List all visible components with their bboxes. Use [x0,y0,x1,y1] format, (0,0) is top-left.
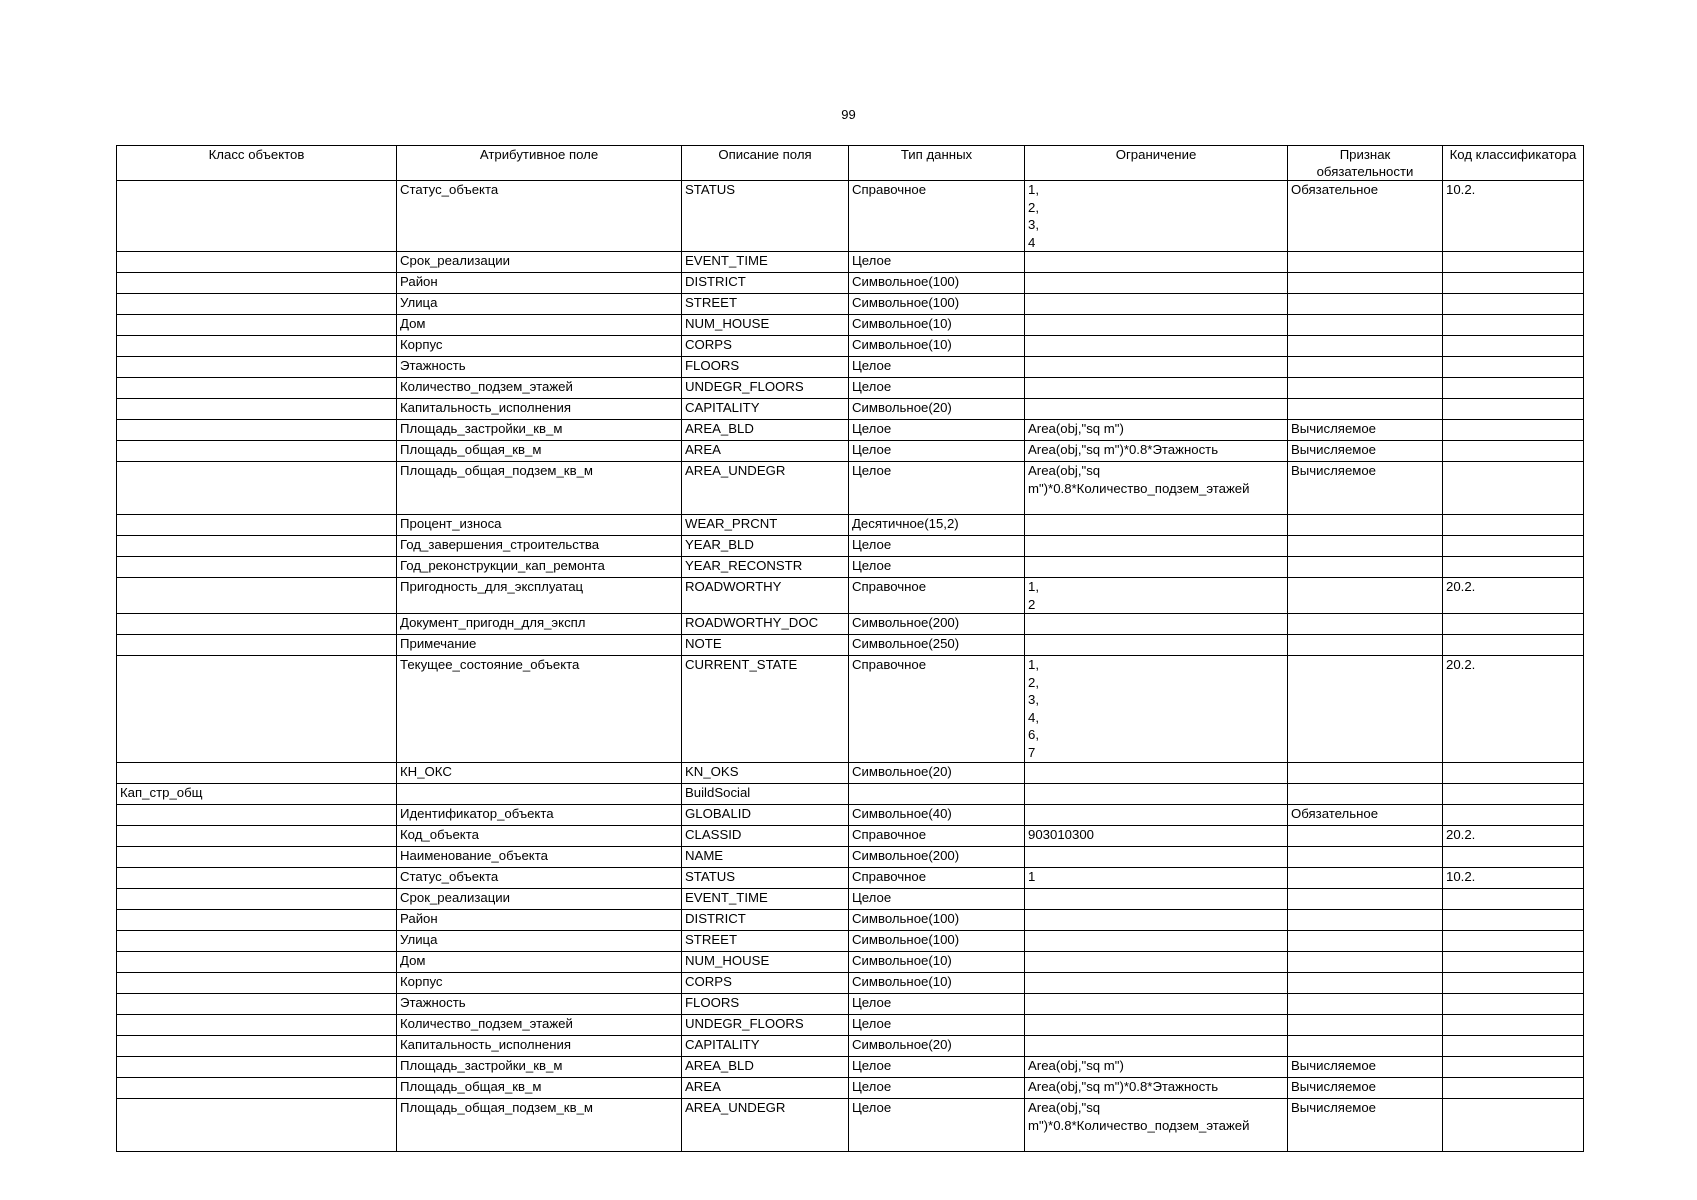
cell-object-class [117,273,397,294]
cell-required-flag [1288,784,1443,805]
cell-constraint: Area(obj,"sq m")*0.8*Количество_подзем_этажей [1025,1099,1288,1152]
cell-classifier-code [1443,441,1584,462]
cell-field-description: AREA [682,1078,849,1099]
table-row [117,181,1584,252]
cell-object-class [117,1057,397,1078]
cell-field-description: UNDEGR_FLOORS [682,378,849,399]
table-row [117,294,1584,315]
cell-field-description: FLOORS [682,994,849,1015]
cell-data-type [849,784,1025,805]
cell-object-class [117,1015,397,1036]
table-row [117,784,1584,805]
cell-required-flag [1288,656,1443,763]
cell-classifier-code [1443,889,1584,910]
cell-constraint [1025,847,1288,868]
cell-field-description: CLASSID [682,826,849,847]
cell-data-type: Целое [849,357,1025,378]
cell-constraint: Area(obj,"sq m") [1025,1057,1288,1078]
cell-constraint [1025,635,1288,656]
cell-required-flag [1288,536,1443,557]
cell-constraint [1025,973,1288,994]
cell-required-flag [1288,973,1443,994]
cell-data-type: Справочное [849,656,1025,763]
cell-object-class [117,868,397,889]
cell-object-class [117,656,397,763]
cell-data-type: Целое [849,420,1025,441]
cell-data-type: Символьное(100) [849,910,1025,931]
table-row [117,578,1584,614]
cell-object-class [117,805,397,826]
cell-constraint: Area(obj,"sq m")*0.8*Этажность [1025,441,1288,462]
cell-object-class [117,336,397,357]
cell-classifier-code [1443,1057,1584,1078]
cell-constraint [1025,536,1288,557]
cell-object-class [117,931,397,952]
cell-required-flag: Обязательное [1288,181,1443,252]
cell-data-type: Справочное [849,181,1025,252]
cell-required-flag [1288,252,1443,273]
cell-constraint: 1, 2 [1025,578,1288,614]
cell-classifier-code [1443,315,1584,336]
table-row [117,994,1584,1015]
cell-object-class [117,635,397,656]
cell-constraint [1025,273,1288,294]
cell-object-class [117,1078,397,1099]
cell-attribute-field: Год_завершения_строительства [397,536,682,557]
cell-field-description: NAME [682,847,849,868]
cell-object-class [117,515,397,536]
cell-constraint [1025,805,1288,826]
cell-constraint: 1 [1025,868,1288,889]
cell-attribute-field: Площадь_застройки_кв_м [397,420,682,441]
cell-data-type: Целое [849,1057,1025,1078]
cell-constraint [1025,952,1288,973]
cell-data-type: Символьное(10) [849,973,1025,994]
table-row [117,826,1584,847]
cell-constraint [1025,931,1288,952]
header-data-type: Тип данных [849,146,1025,181]
cell-attribute-field: Текущее_состояние_объекта [397,656,682,763]
cell-required-flag [1288,399,1443,420]
cell-constraint [1025,763,1288,784]
cell-classifier-code [1443,910,1584,931]
cell-required-flag: Вычисляемое [1288,1078,1443,1099]
cell-constraint [1025,1015,1288,1036]
cell-classifier-code [1443,1015,1584,1036]
cell-field-description: STATUS [682,181,849,252]
cell-data-type: Символьное(40) [849,805,1025,826]
cell-constraint: Area(obj,"sq m") [1025,420,1288,441]
cell-attribute-field: Пригодность_для_эксплуатац [397,578,682,614]
table-row [117,931,1584,952]
cell-data-type: Целое [849,557,1025,578]
table-row [117,378,1584,399]
cell-classifier-code [1443,931,1584,952]
cell-classifier-code [1443,784,1584,805]
cell-attribute-field: Срок_реализации [397,252,682,273]
cell-required-flag [1288,889,1443,910]
cell-constraint: Area(obj,"sq m")*0.8*Этажность [1025,1078,1288,1099]
table-header-row [117,146,1584,181]
cell-classifier-code [1443,515,1584,536]
cell-classifier-code [1443,1036,1584,1057]
table-row [117,1099,1584,1152]
cell-required-flag [1288,994,1443,1015]
cell-attribute-field: Статус_объекта [397,181,682,252]
cell-attribute-field: Площадь_общая_подзем_кв_м [397,1099,682,1152]
cell-data-type: Целое [849,441,1025,462]
cell-attribute-field: Площадь_общая_кв_м [397,1078,682,1099]
cell-data-type: Символьное(20) [849,763,1025,784]
table-row [117,399,1584,420]
cell-field-description: UNDEGR_FLOORS [682,1015,849,1036]
cell-data-type: Символьное(100) [849,273,1025,294]
table-row [117,847,1584,868]
page-number: 99 [841,107,856,122]
cell-object-class [117,847,397,868]
table-row [117,868,1584,889]
cell-field-description: CORPS [682,336,849,357]
cell-object-class [117,1099,397,1152]
cell-required-flag: Обязательное [1288,805,1443,826]
cell-field-description: CAPITALITY [682,399,849,420]
cell-required-flag [1288,315,1443,336]
cell-field-description: NUM_HOUSE [682,952,849,973]
cell-field-description: NOTE [682,635,849,656]
cell-data-type: Целое [849,1078,1025,1099]
cell-object-class [117,252,397,273]
table-row [117,462,1584,515]
table-row [117,273,1584,294]
cell-constraint [1025,889,1288,910]
cell-data-type: Целое [849,462,1025,515]
cell-data-type: Символьное(20) [849,1036,1025,1057]
cell-required-flag: Вычисляемое [1288,420,1443,441]
cell-object-class [117,889,397,910]
header-classifier-code: Код классификатора [1443,146,1584,181]
table-row [117,889,1584,910]
cell-field-description: EVENT_TIME [682,889,849,910]
table-body [117,181,1584,1152]
cell-data-type: Символьное(200) [849,614,1025,635]
table-row [117,1036,1584,1057]
cell-classifier-code [1443,357,1584,378]
cell-classifier-code [1443,1099,1584,1152]
cell-required-flag [1288,557,1443,578]
cell-attribute-field: Документ_пригодн_для_экспл [397,614,682,635]
cell-attribute-field: Дом [397,315,682,336]
cell-data-type: Целое [849,378,1025,399]
cell-required-flag [1288,273,1443,294]
cell-attribute-field: Улица [397,931,682,952]
cell-data-type: Целое [849,1099,1025,1152]
cell-data-type: Символьное(100) [849,294,1025,315]
cell-field-description: STREET [682,294,849,315]
cell-data-type: Справочное [849,826,1025,847]
cell-classifier-code: 20.2. [1443,656,1584,763]
cell-object-class [117,973,397,994]
cell-object-class [117,557,397,578]
cell-classifier-code [1443,536,1584,557]
cell-field-description: CORPS [682,973,849,994]
cell-required-flag: Вычисляемое [1288,1099,1443,1152]
cell-field-description: DISTRICT [682,910,849,931]
cell-classifier-code [1443,399,1584,420]
cell-required-flag [1288,952,1443,973]
cell-object-class [117,315,397,336]
cell-constraint [1025,557,1288,578]
cell-classifier-code: 10.2. [1443,868,1584,889]
cell-object-class [117,826,397,847]
cell-data-type: Десятичное(15,2) [849,515,1025,536]
cell-classifier-code [1443,973,1584,994]
cell-required-flag [1288,847,1443,868]
cell-required-flag [1288,826,1443,847]
cell-required-flag [1288,294,1443,315]
table-row [117,805,1584,826]
cell-required-flag: Вычисляемое [1288,462,1443,515]
table-row [117,441,1584,462]
cell-attribute-field: Количество_подзем_этажей [397,378,682,399]
cell-attribute-field: КН_ОКС [397,763,682,784]
cell-classifier-code [1443,294,1584,315]
cell-attribute-field: Статус_объекта [397,868,682,889]
cell-data-type: Целое [849,1015,1025,1036]
cell-object-class [117,441,397,462]
table-row [117,1057,1584,1078]
cell-classifier-code: 10.2. [1443,181,1584,252]
cell-data-type: Символьное(20) [849,399,1025,420]
cell-classifier-code [1443,336,1584,357]
header-required-flag: Признак обязательности [1288,146,1443,181]
cell-required-flag [1288,635,1443,656]
cell-attribute-field: Этажность [397,357,682,378]
cell-constraint: 903010300 [1025,826,1288,847]
cell-classifier-code [1443,378,1584,399]
header-object-class: Класс объектов [117,146,397,181]
cell-attribute-field: Срок_реализации [397,889,682,910]
table-row [117,315,1584,336]
cell-classifier-code: 20.2. [1443,578,1584,614]
table-row [117,973,1584,994]
cell-required-flag: Вычисляемое [1288,1057,1443,1078]
cell-constraint: 1, 2, 3, 4 [1025,181,1288,252]
cell-required-flag [1288,910,1443,931]
cell-required-flag [1288,1036,1443,1057]
cell-object-class [117,614,397,635]
cell-classifier-code [1443,1078,1584,1099]
cell-attribute-field: Улица [397,294,682,315]
cell-object-class [117,378,397,399]
cell-required-flag [1288,357,1443,378]
cell-field-description: STATUS [682,868,849,889]
cell-constraint [1025,614,1288,635]
cell-classifier-code [1443,273,1584,294]
cell-data-type: Символьное(10) [849,952,1025,973]
cell-object-class [117,462,397,515]
cell-attribute-field: Площадь_застройки_кв_м [397,1057,682,1078]
cell-attribute-field: Процент_износа [397,515,682,536]
cell-required-flag [1288,763,1443,784]
cell-data-type: Символьное(10) [849,336,1025,357]
cell-field-description: ROADWORTHY_DOC [682,614,849,635]
cell-classifier-code [1443,557,1584,578]
cell-field-description: CURRENT_STATE [682,656,849,763]
cell-classifier-code [1443,252,1584,273]
table-row [117,420,1584,441]
cell-required-flag [1288,378,1443,399]
cell-object-class [117,294,397,315]
cell-data-type: Справочное [849,578,1025,614]
cell-constraint [1025,910,1288,931]
cell-object-class [117,952,397,973]
cell-field-description: KN_OKS [682,763,849,784]
cell-attribute-field: Год_реконструкции_кап_ремонта [397,557,682,578]
cell-attribute-field [397,784,682,805]
cell-field-description: EVENT_TIME [682,252,849,273]
cell-data-type: Целое [849,889,1025,910]
cell-classifier-code: 20.2. [1443,826,1584,847]
attribute-table [116,145,1584,1152]
header-attribute-field: Атрибутивное поле [397,146,682,181]
table-row [117,252,1584,273]
cell-field-description: STREET [682,931,849,952]
table-row [117,557,1584,578]
cell-attribute-field: Капитальность_исполнения [397,1036,682,1057]
cell-data-type: Целое [849,994,1025,1015]
cell-classifier-code [1443,994,1584,1015]
cell-classifier-code [1443,763,1584,784]
header-field-description: Описание поля [682,146,849,181]
cell-object-class [117,763,397,784]
cell-field-description: AREA_BLD [682,420,849,441]
cell-field-description: DISTRICT [682,273,849,294]
cell-data-type: Целое [849,252,1025,273]
cell-constraint [1025,357,1288,378]
cell-constraint [1025,315,1288,336]
cell-required-flag [1288,336,1443,357]
cell-attribute-field: Корпус [397,973,682,994]
cell-constraint [1025,515,1288,536]
cell-constraint [1025,994,1288,1015]
cell-attribute-field: Примечание [397,635,682,656]
table-row [117,763,1584,784]
cell-attribute-field: Идентификатор_объекта [397,805,682,826]
cell-data-type: Целое [849,536,1025,557]
table-row [117,1015,1584,1036]
cell-data-type: Символьное(200) [849,847,1025,868]
cell-data-type: Символьное(100) [849,931,1025,952]
cell-attribute-field: Капитальность_исполнения [397,399,682,420]
cell-attribute-field: Дом [397,952,682,973]
cell-field-description: FLOORS [682,357,849,378]
cell-required-flag: Вычисляемое [1288,441,1443,462]
cell-object-class [117,536,397,557]
table-row [117,357,1584,378]
cell-attribute-field: Район [397,910,682,931]
table-row [117,515,1584,536]
cell-constraint [1025,1036,1288,1057]
cell-attribute-field: Этажность [397,994,682,1015]
cell-classifier-code [1443,805,1584,826]
table-row [117,536,1584,557]
cell-required-flag [1288,1015,1443,1036]
cell-constraint: Area(obj,"sq m")*0.8*Количество_подзем_этажей [1025,462,1288,515]
cell-required-flag [1288,578,1443,614]
cell-object-class [117,578,397,614]
cell-field-description: BuildSocial [682,784,849,805]
cell-object-class [117,420,397,441]
cell-field-description: NUM_HOUSE [682,315,849,336]
cell-data-type: Символьное(10) [849,315,1025,336]
cell-object-class [117,399,397,420]
cell-field-description: AREA_BLD [682,1057,849,1078]
cell-field-description: AREA [682,441,849,462]
cell-constraint [1025,784,1288,805]
cell-object-class [117,1036,397,1057]
table-row [117,656,1584,763]
cell-constraint [1025,252,1288,273]
cell-constraint [1025,378,1288,399]
cell-field-description: YEAR_RECONSTR [682,557,849,578]
cell-required-flag [1288,614,1443,635]
cell-classifier-code [1443,462,1584,515]
cell-attribute-field: Площадь_общая_подзем_кв_м [397,462,682,515]
cell-attribute-field: Корпус [397,336,682,357]
cell-attribute-field: Наименование_объекта [397,847,682,868]
cell-data-type: Символьное(250) [849,635,1025,656]
cell-field-description: AREA_UNDEGR [682,462,849,515]
cell-classifier-code [1443,614,1584,635]
cell-field-description: ROADWORTHY [682,578,849,614]
cell-constraint [1025,399,1288,420]
cell-classifier-code [1443,952,1584,973]
cell-field-description: GLOBALID [682,805,849,826]
cell-required-flag [1288,931,1443,952]
cell-constraint [1025,336,1288,357]
cell-object-class [117,994,397,1015]
table-row [117,336,1584,357]
table-row [117,1078,1584,1099]
cell-field-description: CAPITALITY [682,1036,849,1057]
cell-classifier-code [1443,420,1584,441]
cell-attribute-field: Количество_подзем_этажей [397,1015,682,1036]
cell-field-description: YEAR_BLD [682,536,849,557]
cell-attribute-field: Площадь_общая_кв_м [397,441,682,462]
cell-required-flag [1288,868,1443,889]
cell-constraint: 1, 2, 3, 4, 6, 7 [1025,656,1288,763]
cell-object-class [117,181,397,252]
header-constraint: Ограничение [1025,146,1288,181]
cell-classifier-code [1443,847,1584,868]
cell-classifier-code [1443,635,1584,656]
table-row [117,910,1584,931]
cell-field-description: WEAR_PRCNT [682,515,849,536]
cell-required-flag [1288,515,1443,536]
cell-attribute-field: Район [397,273,682,294]
cell-constraint [1025,294,1288,315]
cell-object-class: Кап_стр_общ [117,784,397,805]
cell-attribute-field: Код_объекта [397,826,682,847]
table-row [117,635,1584,656]
cell-data-type: Справочное [849,868,1025,889]
table-row [117,952,1584,973]
cell-field-description: AREA_UNDEGR [682,1099,849,1152]
table-row [117,614,1584,635]
cell-object-class [117,910,397,931]
cell-object-class [117,357,397,378]
